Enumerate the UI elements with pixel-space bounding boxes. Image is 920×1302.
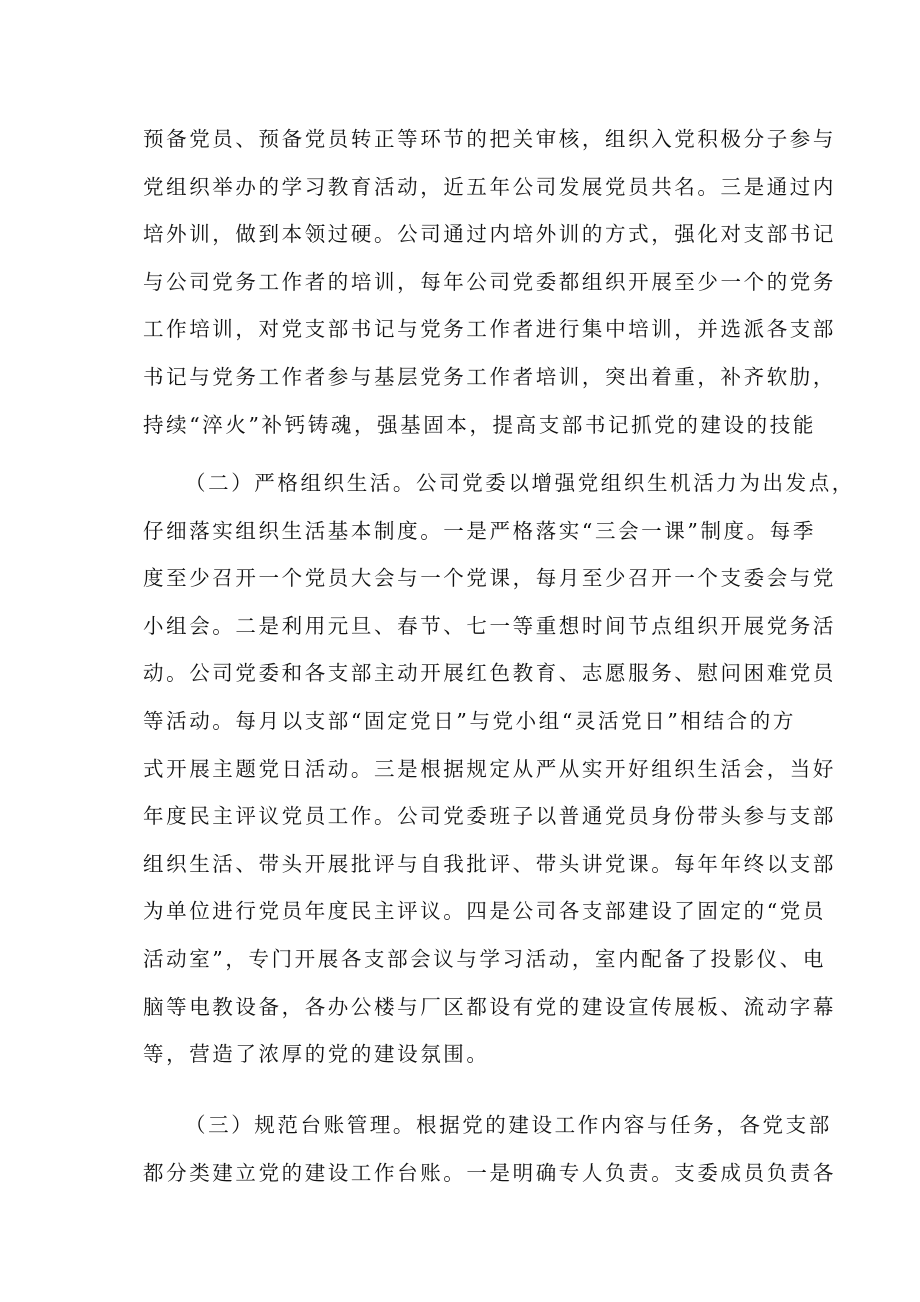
text-line: 为单位进行党员年度民主评议。四是公司各支部建设了固定的“党员 xyxy=(143,899,826,924)
text-line: 动。公司党委和各支部主动开展红色教育、志愿服务、慰问困难党员 xyxy=(143,661,836,686)
text-line: 都分类建立党的建设工作台账。一是明确专人负责。支委成员负责各 xyxy=(143,1160,836,1185)
text-line: 脑等电教设备，各办公楼与厂区都设有党的建设宣传展板、流动字幕 xyxy=(143,994,836,1019)
text-line: 仔细落实组织生活基本制度。一是严格落实“三会一课”制度。每季 xyxy=(143,518,816,543)
text-line: 式开展主题党日活动。三是根据规定从严从实开好组织生活会，当好 xyxy=(143,756,836,781)
text-line: 等活动。每月以支部“固定党日”与党小组“灵活党日”相结合的方 xyxy=(143,708,796,733)
text-line: 预备党员、预备党员转正等环节的把关审核，组织入党积极分子参与 xyxy=(143,127,836,151)
paragraph-heading-line: （二）严格组织生活。公司党委以增强党组织生机活力为出发点， xyxy=(185,471,855,495)
text-line: 等，营造了浓厚的党的建设氛围。 xyxy=(143,1042,490,1067)
paragraph-ledger-management xyxy=(143,1102,836,1197)
text-line: 书记与党务工作者参与基层党务工作者培训，突出着重，补齐软肋， xyxy=(143,364,836,389)
text-line: 培外训，做到本领过硬。公司通过内培外训的方式，强化对支部书记 xyxy=(143,222,836,247)
paragraph-organizational-life xyxy=(143,460,855,1126)
text-line: 活动室”，专门开展各支部会议与学习活动，室内配备了投影仪、电 xyxy=(143,946,826,971)
text-line: 小组会。二是利用元旦、春节、七一等重想时间节点组织开展党务活 xyxy=(143,613,836,638)
paragraph-heading-line: （三）规范台账管理。根据党的建设工作内容与任务，各党支部 xyxy=(185,1113,832,1137)
text-line: 度至少召开一个党员大会与一个党课，每月至少召开一个支委会与党 xyxy=(143,566,836,591)
paragraph-party-member-training xyxy=(143,116,836,449)
text-line: 年度民主评议党员工作。公司党委班子以普通党员身份带头参与支部 xyxy=(143,804,836,829)
text-line: 持续“淬火”补钙铸魂，强基固本，提高支部书记抓党的建设的技能 xyxy=(143,412,816,437)
text-line: 与公司党务工作者的培训，每年公司党委都组织开展至少一个的党务 xyxy=(143,269,836,294)
text-line: 组织生活、带头开展批评与自我批评、带头讲党课。每年年终以支部 xyxy=(143,851,836,876)
text-line: 党组织举办的学习教育活动，近五年公司发展党员共名。三是通过内 xyxy=(143,174,836,199)
text-line: 工作培训，对党支部书记与党务工作者进行集中培训，并选派各支部 xyxy=(143,317,836,342)
